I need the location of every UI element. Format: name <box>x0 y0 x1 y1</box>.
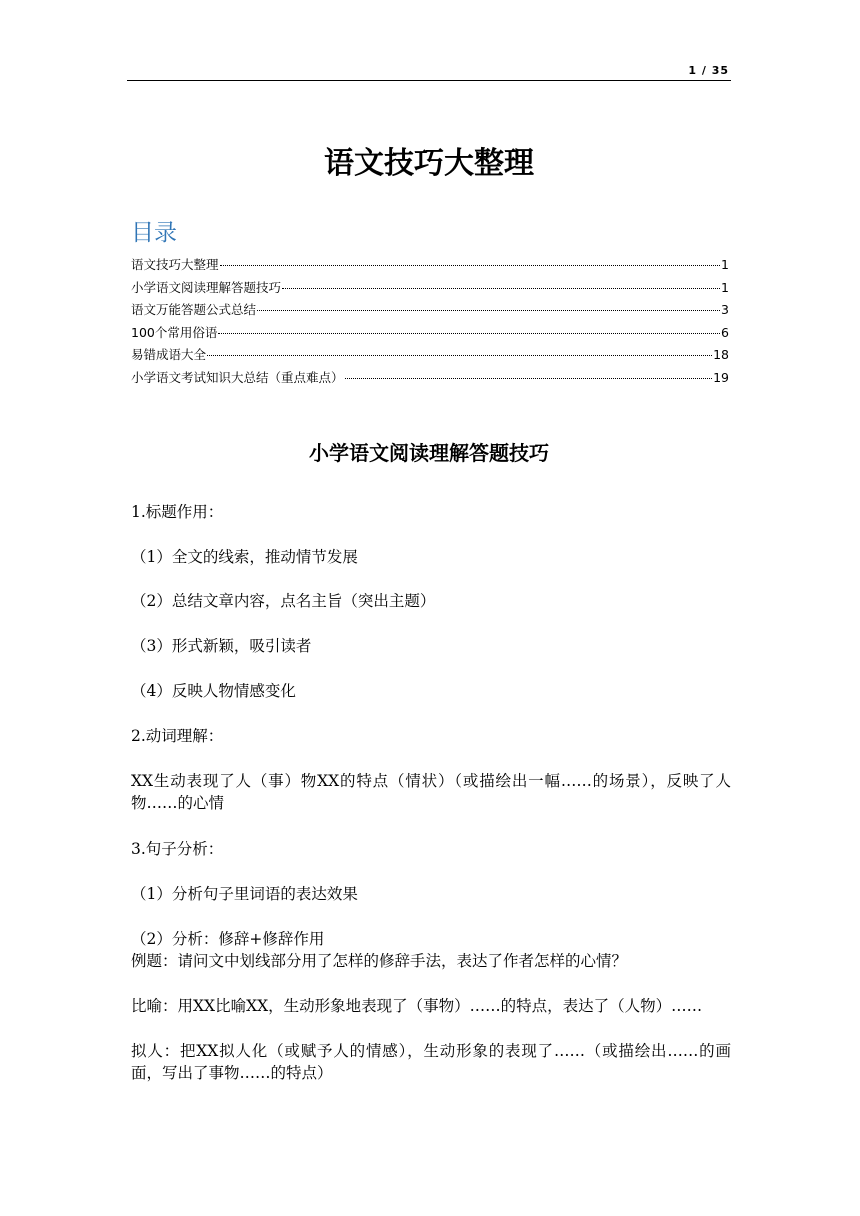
body-paragraph: 3.句子分析： <box>131 840 224 858</box>
toc-entry[interactable] <box>131 300 729 323</box>
page-number: 1 / 35 <box>688 64 729 77</box>
toc-leader-dots <box>257 310 720 311</box>
body-paragraph: 例题：请问文中划线部分用了怎样的修辞手法，表达了作者怎样的心情？ <box>131 952 628 970</box>
toc-entry-page: 1 <box>721 257 729 272</box>
table-of-contents <box>131 255 729 391</box>
toc-entry-label: 易错成语大全 <box>131 347 207 363</box>
toc-leader-dots <box>282 288 720 289</box>
toc-entry-label: 小学语文考试知识大总结（重点难点） <box>131 369 344 385</box>
body-paragraph: （1）全文的线索，推动情节发展 <box>131 548 358 566</box>
toc-entry-label: 语文万能答题公式总结 <box>131 302 257 318</box>
body-paragraph: XX生动表现了人（事）物XX的特点（情状）（或描绘出一幅……的场景），反映了人物……的心情 <box>131 772 731 812</box>
body-paragraph: 2.动词理解： <box>131 727 224 745</box>
toc-heading: 目录 <box>131 220 177 246</box>
toc-entry-label: 100个常用俗语 <box>131 324 218 340</box>
body-paragraph: （4）反映人物情感变化 <box>131 682 296 700</box>
body-paragraph: 1.标题作用： <box>131 503 224 521</box>
toc-entry[interactable] <box>131 323 729 346</box>
toc-entry-page: 3 <box>721 302 729 318</box>
toc-leader-dots <box>207 355 712 356</box>
toc-entry-page: 19 <box>713 369 729 385</box>
body-paragraph: （3）形式新颖，吸引读者 <box>131 637 312 655</box>
body-paragraph: 拟人：把XX拟人化（或赋予人的情感），生动形象的表现了……（或描绘出……的画面，写出了事物……的特点） <box>131 1042 731 1082</box>
page-header <box>127 62 731 81</box>
body-paragraph: 比喻：用XX比喻XX，生动形象地表现了（事物）……的特点，表达了（人物）…… <box>131 997 703 1015</box>
toc-entry-page: 18 <box>713 347 729 363</box>
section-title: 小学语文阅读理解答题技巧 <box>309 441 549 465</box>
toc-leader-dots <box>220 265 721 266</box>
body-paragraph: （2）分析：修辞+修辞作用 <box>131 930 325 948</box>
document-title: 语文技巧大整理 <box>324 146 534 181</box>
toc-entry[interactable] <box>131 255 729 278</box>
toc-entry-page: 6 <box>721 324 729 340</box>
toc-entry-page: 1 <box>721 279 729 295</box>
toc-leader-dots <box>218 333 720 334</box>
body-paragraph: （2）总结文章内容，点名主旨（突出主题） <box>131 592 436 610</box>
toc-entry-label: 语文技巧大整理 <box>131 257 219 272</box>
body-paragraph: （1）分析句子里词语的表达效果 <box>131 885 358 903</box>
toc-leader-dots <box>345 378 713 379</box>
toc-entry[interactable] <box>131 278 729 301</box>
toc-entry[interactable] <box>131 345 729 368</box>
toc-entry-label: 小学语文阅读理解答题技巧 <box>131 279 282 295</box>
toc-entry[interactable] <box>131 368 729 391</box>
